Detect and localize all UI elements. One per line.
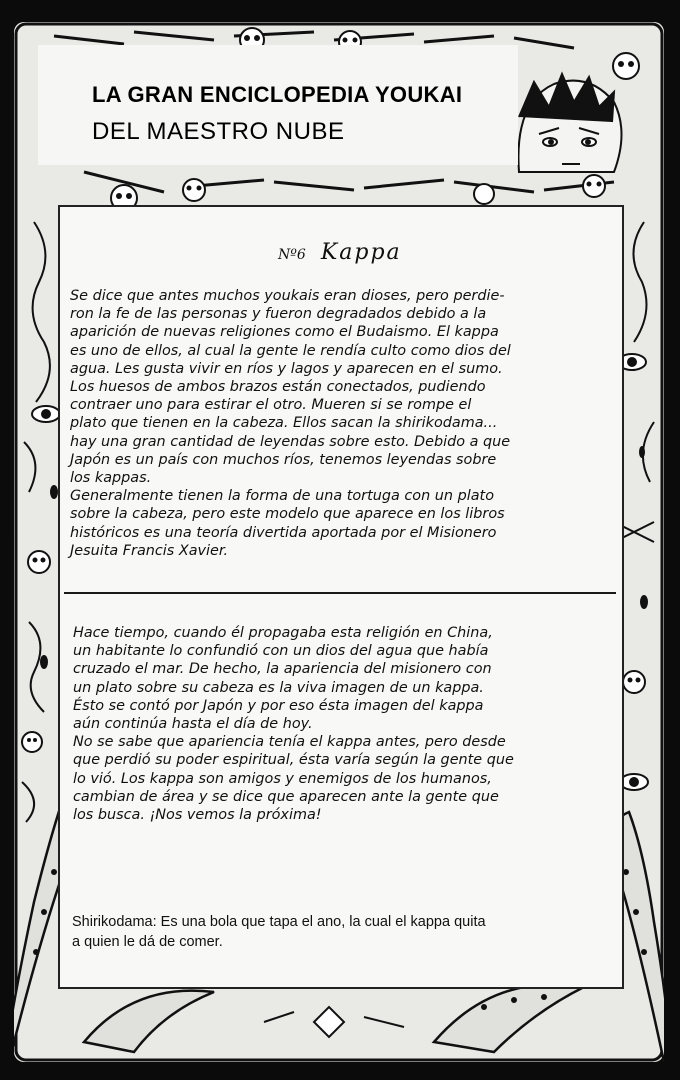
footnote: Shirikodama: Es una bola que tapa el ano, la cual el kappa quita a quien le dá de comer. [72,914,486,950]
character-portrait [518,74,621,172]
entry-name: Kappa [320,240,402,265]
encyclopedia-title: LA GRAN ENCICLOPEDIA YOUKAI [92,82,463,107]
entry-heading [278,240,402,265]
entry-paragraph-2: Hace tiempo, cuando él propagaba esta religión en China, un habitante lo confundió con un dios del agua que había cruzado el mar. De hecho, la apariencia del misionero con un plato sobre su cabeza es la viva imagen de un kappa. Ésto se contó por Japón y por eso ésta imagen del kappa aún continúa hasta el día de hoy. No se sabe que apariencia tenía el kappa antes, pero desde que perdió su poder espiritual, ésta varía según la gente que lo vió. Los kappa son amigos y enemigos de los humanos, cambian de área y se dice que aparecen ante la gente que los busca. ¡Nos vemos la próxima! [73,625,514,824]
entry-number: Nº6 [278,247,306,263]
entry-paragraph-1: Se dice que antes muchos youkais eran dioses, pero perdie- ron la fe de las personas y fueron degradados debido a la aparición de nuevas religiones como el Budaismo. El kappa es uno de ellos, al cual la gente le rendía culto como dios del agua. Les gusta vivir en ríos y lagos y aparecen en el sumo. Los huesos de ambos brazos están conectados, pudiendo contraer uno para estirar el otro. Mueren si se rompe el plato que tienen en la cabeza. Ellos sacan la shirikodama... hay una gran cantidad de leyendas sobre esto. Debido a que Japón es un país con muchos ríos, tenemos leyendas sobre los kappas. Generalmente tienen la forma de una tortuga con un plato sobre la cabeza, pero este modelo que aparece en los libros históricos es una teoría divertida aportada por el Misionero Jesuita Francis Xavier. [70,288,511,559]
section-divider [64,592,616,594]
encyclopedia-subtitle: DEL MAESTRO NUBE [92,118,345,145]
